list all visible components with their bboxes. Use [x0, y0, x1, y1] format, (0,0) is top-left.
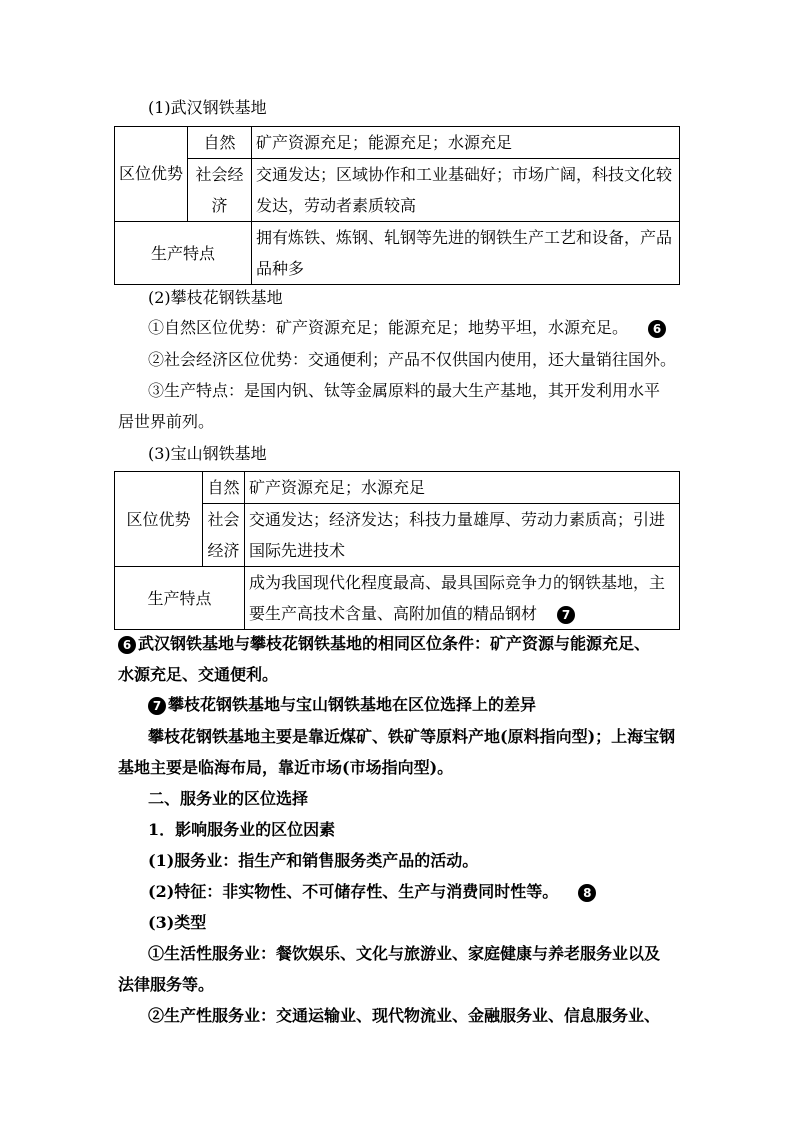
service-features: (2)特征：非实物性、不可储存性、生产与消费同时性等。 8 — [148, 882, 596, 902]
baoshan-table — [114, 471, 680, 630]
panzhihua-prod-line2: 居世界前列。 — [118, 412, 215, 431]
baoshan-prod-label: 生产特点 — [115, 567, 245, 630]
section-title-panzhihua: (2)攀枝花钢铁基地 — [148, 288, 283, 307]
note-7-title: 7 攀枝花钢铁基地与宝山钢铁基地在区位选择上的差异 — [148, 695, 536, 715]
baoshan-socio-label: 社会 经济 — [203, 504, 245, 567]
note-7-line1: 攀枝花钢铁基地主要是靠近煤矿、铁矿等原料产地(原料指向型)；上海宝钢 — [148, 727, 676, 746]
baoshan-natural-label: 自然 — [203, 472, 245, 504]
wuhan-natural-value: 矿产资源充足；能源充足；水源充足 — [252, 127, 680, 159]
part2-heading: 二、服务业的区位选择 — [148, 789, 309, 808]
service-definition: (1)服务业：指生产和销售服务类产品的活动。 — [148, 851, 479, 870]
note-7-marker-icon: 7 — [148, 697, 166, 715]
wuhan-group-label: 区位优势 — [115, 127, 188, 222]
baoshan-group-label: 区位优势 — [115, 472, 203, 567]
note-6-line1: 6 武汉钢铁基地与攀枝花钢铁基地的相同区位条件：矿产资源与能源充足、 — [118, 634, 650, 654]
service-types: (3)类型 — [148, 913, 207, 932]
part2-sub1: 1．影响服务业的区位因素 — [148, 820, 336, 839]
baoshan-prod-value: 成为我国现代化程度最高、最具国际竞争力的钢铁基地，主 要生产高技术含量、高附加值的精品钢材 7 — [245, 567, 680, 630]
panzhihua-natural: ①自然区位优势：矿产资源充足；能源充足；地势平坦，水源充足。 6 — [148, 318, 666, 338]
life-service-line2: 法律服务等。 — [118, 975, 215, 994]
wuhan-socio-value: 交通发达；区域协作和工业基础好；市场广阔，科技文化较 发达，劳动者素质较高 — [252, 159, 680, 222]
note-marker-6-icon: 6 — [648, 320, 666, 338]
section-title-wuhan: (1)武汉钢铁基地 — [148, 98, 267, 117]
note-6-line2: 水源充足、交通便利。 — [118, 665, 279, 684]
wuhan-prod-label: 生产特点 — [115, 222, 252, 285]
section-title-baoshan: (3)宝山钢铁基地 — [148, 444, 267, 463]
baoshan-socio-value: 交通发达；经济发达；科技力量雄厚、劳动力素质高；引进 国际先进技术 — [245, 504, 680, 567]
wuhan-natural-label: 自然 — [188, 127, 252, 159]
note-marker-8-icon: 8 — [578, 884, 596, 902]
panzhihua-socio: ②社会经济区位优势：交通便利；产品不仅供国内使用，还大量销往国外。 — [148, 350, 677, 369]
panzhihua-prod-line1: ③生产特点：是国内钒、钛等金属原料的最大生产基地，其开发利用水平 — [148, 381, 661, 400]
wuhan-prod-value: 拥有炼铁、炼钢、轧钢等先进的钢铁生产工艺和设备，产品 品种多 — [252, 222, 680, 285]
producer-service-line1: ②生产性服务业：交通运输业、现代物流业、金融服务业、信息服务业、 — [148, 1006, 661, 1025]
baoshan-natural-value: 矿产资源充足；水源充足 — [245, 472, 680, 504]
note-marker-7-icon: 7 — [557, 606, 575, 624]
wuhan-table — [114, 126, 680, 285]
wuhan-socio-label: 社会经 济 — [188, 159, 252, 222]
note-7-line2: 基地主要是临海布局，靠近市场(市场指向型)。 — [118, 758, 454, 777]
life-service-line1: ①生活性服务业：餐饮娱乐、文化与旅游业、家庭健康与养老服务业以及 — [148, 944, 661, 963]
note-6-marker-icon: 6 — [118, 636, 136, 654]
